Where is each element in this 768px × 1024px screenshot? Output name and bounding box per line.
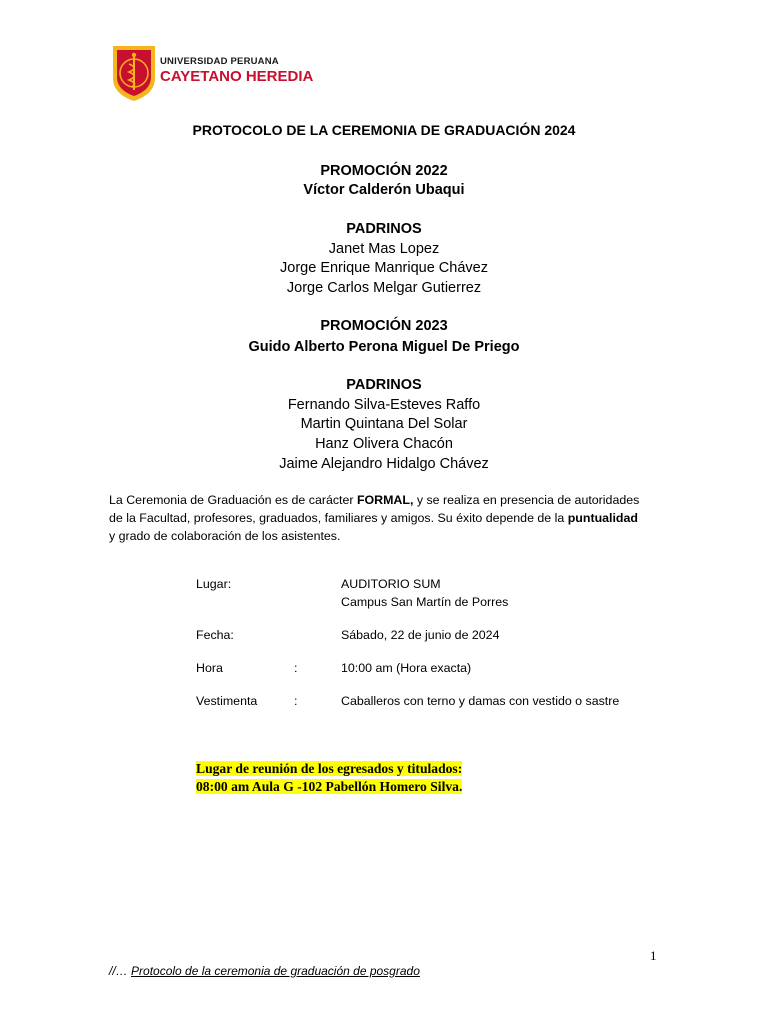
promo-2023-name: Guido Alberto Perona Miguel De Priego [248, 339, 520, 355]
lugar-value: AUDITORIO SUM [341, 577, 441, 591]
intro-line-3: y grado de colaboración de los asistentes. [109, 529, 341, 543]
promo-2022-padrino: Janet Mas Lopez [328, 241, 440, 257]
promo-2022-heading: PROMOCIÓN 2022 [320, 163, 448, 179]
footer-text: Protocolo de la ceremonia de graduación de posgrado [131, 964, 420, 978]
meeting-line-2 [196, 779, 462, 795]
logo-text-line1: UNIVERSIDAD PERUANA [160, 56, 279, 67]
meeting-highlight: Lugar de reunión de los egresados y titulados: [196, 761, 463, 776]
promo-2023-padrinos-heading: PADRINOS [346, 377, 422, 393]
lugar-label: Lugar: [196, 577, 232, 591]
meeting-highlight: 08:00 am Aula G -102 Pabellón Homero Silva. [196, 779, 463, 794]
lugar-value-campus: Campus San Martín de Porres [341, 595, 509, 609]
university-shield-icon [111, 44, 157, 102]
promo-2022-padrino: Jorge Carlos Melgar Gutierrez [286, 280, 482, 296]
promo-2023-padrino: Jaime Alejandro Hidalgo Chávez [279, 456, 489, 472]
page-number: 1 [650, 948, 657, 963]
logo-text-line2: CAYETANO HEREDIA [160, 68, 314, 85]
vestimenta-colon: : [294, 694, 298, 708]
hora-value: 10:00 am (Hora exacta) [341, 661, 472, 675]
page-footer: //… Protocolo de la ceremonia de graduación de posgrado [109, 964, 420, 978]
intro-line-1: La Ceremonia de Graduación es de carácter FORMAL, y se realiza en presencia de autoridades [109, 493, 640, 507]
promo-2023-padrino: Martin Quintana Del Solar [300, 416, 468, 432]
meeting-line-1 [196, 761, 462, 777]
document-title: PROTOCOLO DE LA CEREMONIA DE GRADUACIÓN 2024 [192, 122, 576, 138]
university-logo [111, 44, 321, 102]
fecha-value: Sábado, 22 de junio de 2024 [341, 628, 500, 642]
promo-2022-padrinos-heading: PADRINOS [346, 221, 422, 237]
promo-2023-heading: PROMOCIÓN 2023 [320, 318, 448, 334]
fecha-label: Fecha: [196, 628, 234, 642]
hora-label: Hora [196, 661, 223, 675]
promo-2023-padrino: Hanz Olivera Chacón [315, 436, 453, 452]
promo-2023-padrino: Fernando Silva-Esteves Raffo [287, 397, 481, 413]
hora-colon: : [294, 661, 298, 675]
intro-line-2: de la Facultad, profesores, graduados, familiares y amigos. Su éxito depende de la puntualidad [109, 511, 638, 525]
vestimenta-value: Caballeros con terno y damas con vestido o sastre [341, 694, 620, 708]
promo-2022-padrino: Jorge Enrique Manrique Chávez [280, 260, 488, 276]
vestimenta-label: Vestimenta [196, 694, 258, 708]
intro-paragraph [109, 491, 669, 545]
promo-2022-name: Víctor Calderón Ubaqui [303, 182, 465, 198]
